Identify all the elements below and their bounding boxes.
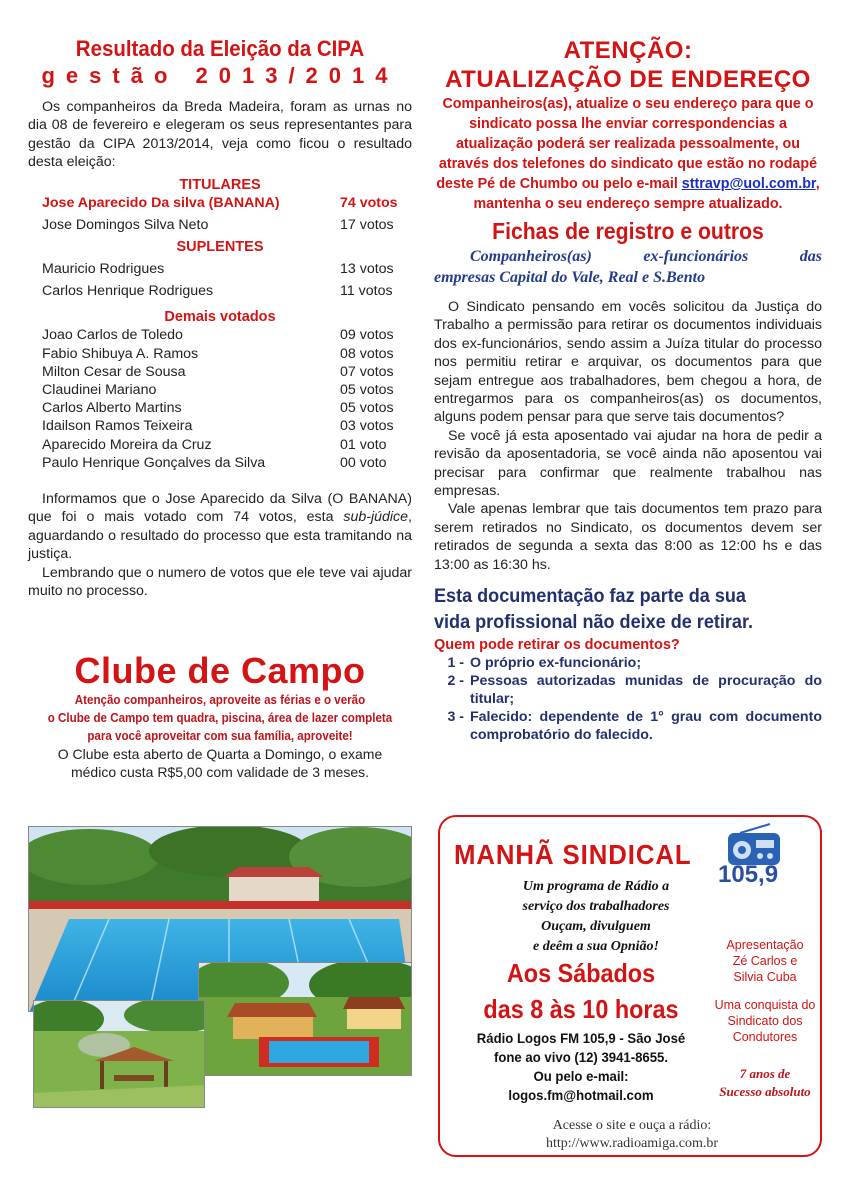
table-row bbox=[28, 260, 412, 278]
radio-frequency: 105,9 bbox=[718, 861, 779, 888]
candidate-votes: 09 votos bbox=[340, 327, 394, 344]
who-can-heading: Quem pode retirar os documentos? bbox=[434, 637, 680, 654]
note-text: , aguardando o resultado do processo que esta tramitando na justiça. bbox=[28, 509, 412, 563]
anniversary-text: 7 anos de bbox=[739, 1066, 791, 1081]
cipa-intro: Os companheiros da Breda Madeira, foram as urnas no dia 08 de fevereiro e elegeram os seus representantes para gestão da CIPA 2013/2014, veja como ficou o resultado desta eleição: bbox=[28, 99, 412, 171]
club-house-photo bbox=[198, 962, 412, 1076]
club-title: Clube de Campo bbox=[74, 649, 366, 691]
fichas-paragraph: O Sindicato pensando em vocês solicitou da Justiça do Trabalho a permissão para retirar os documentos individuais dos ex-funcionários, sendo assim a Juíza titular do processo nos permitiu retirar e arquivar, os documentos para que sejam entregue aos trabalhadores, bem chegou a hora, de entregarmos para os companheiros(as) os documentos, alguns podem pensar para que serve tais documentos? bbox=[434, 299, 822, 426]
table-row bbox=[28, 216, 412, 234]
radio-hours: das 8 às 10 horas bbox=[483, 994, 679, 1024]
side-text: Uma conquista do bbox=[714, 998, 816, 1012]
table-row bbox=[28, 399, 412, 417]
list-item bbox=[434, 672, 822, 708]
list-item bbox=[434, 654, 822, 672]
note-text: Informamos que o Jose Aparecido da Silva (O BANANA) que foi o mais votado com 74 votos, esta bbox=[28, 491, 412, 526]
club-highlight: o Clube de Campo tem quadra, piscina, área de lazer completa bbox=[47, 710, 393, 725]
list-number: 2 - bbox=[447, 673, 464, 690]
radio-site bbox=[450, 1117, 814, 1153]
site-text: Acesse o site e ouça a rádio: bbox=[552, 1118, 712, 1133]
demais-heading: Demais votados bbox=[164, 309, 276, 326]
radio-title: MANHÃ SINDICAL bbox=[454, 839, 692, 870]
radio-info: Rádio Logos FM 105,9 - São José bbox=[476, 1030, 686, 1046]
kiosk-photo bbox=[33, 1000, 205, 1108]
table-row bbox=[28, 282, 412, 300]
side-text: Condutores bbox=[732, 1030, 798, 1044]
candidate-votes: 07 votos bbox=[340, 363, 394, 380]
radio-email: logos.fm@hotmail.com bbox=[508, 1087, 654, 1103]
list-item bbox=[434, 708, 822, 744]
attention-subtitle: ATUALIZAÇÃO DE ENDEREÇO bbox=[445, 66, 811, 93]
fichas-paragraph: Vale apenas lembrar que tais documentos tem prazo para serem retirados no Sindicato, os documentos devem ser retirados de segunda a sexta das 8:00 as 12:00 hs e das 13:00 as 16:30 hs. bbox=[434, 501, 822, 573]
list-number: 1 - bbox=[447, 655, 464, 672]
table-row bbox=[28, 345, 412, 363]
candidate-votes: 08 votos bbox=[340, 345, 394, 362]
club-body: O Clube esta aberto de Quarta a Domingo, o exame bbox=[57, 745, 383, 762]
candidate-votes: 03 votos bbox=[340, 418, 394, 435]
candidate-votes: 05 votos bbox=[340, 400, 394, 417]
right-column bbox=[434, 36, 822, 744]
side-text: Silvia Cuba bbox=[733, 970, 797, 984]
candidate-votes: 11 votos bbox=[340, 283, 393, 300]
attention-text: Companheiros(as), atualize o seu endereço para que o sindicato possa lhe enviar correspondencias a atualização poderá ser realizada pessoalmente, ou através dos telefones do sindicato que estão no rodapé deste Pé de Chumbo ou pelo e-mail bbox=[436, 96, 818, 192]
cipa-subtitle: gestão 2013/2014 bbox=[41, 63, 399, 88]
list-text: Pessoas autorizadas munidas de procuração do titular; bbox=[470, 673, 822, 708]
anniversary-text: Sucesso absoluto bbox=[719, 1084, 811, 1099]
kiosk-graphic bbox=[34, 1001, 205, 1108]
candidate-votes: 01 voto bbox=[340, 436, 387, 453]
club-highlight: para você aproveitar com sua família, aproveite! bbox=[87, 728, 353, 743]
fichas-highlight: vida profissional não deixe de retirar. bbox=[434, 612, 754, 634]
list-number: 3 - bbox=[447, 709, 464, 726]
radio-presenters bbox=[706, 937, 824, 1101]
candidate-name: Claudinei Mariano bbox=[42, 382, 157, 399]
candidate-name: Jose Aparecido Da silva (BANANA) bbox=[42, 194, 280, 211]
candidate-name: Joao Carlos de Toledo bbox=[42, 327, 183, 344]
table-row bbox=[28, 326, 412, 344]
list-text: Falecido: dependente de 1° grau com documento comprobatório do falecido. bbox=[470, 709, 822, 744]
list-text: O próprio ex-funcionário; bbox=[470, 655, 642, 672]
fichas-subtitle: Companheiros(as) ex-funcionários das bbox=[470, 248, 822, 265]
attention-text: , mantenha o seu endereço sempre atualizado. bbox=[473, 176, 820, 212]
tagline-line: Ouçam, divulguem bbox=[541, 919, 651, 934]
candidate-name: Aparecido Moreira da Cruz bbox=[42, 436, 212, 453]
radio-tagline bbox=[480, 877, 712, 957]
cipa-section bbox=[28, 36, 412, 781]
cipa-title: Resultado da Eleição da CIPA bbox=[75, 36, 365, 61]
note-italic: sub-júdice bbox=[343, 509, 409, 526]
table-row bbox=[28, 417, 412, 435]
candidate-votes: 17 votos bbox=[340, 216, 394, 233]
candidate-votes: 74 votos bbox=[340, 194, 398, 211]
radio-ad-box bbox=[438, 815, 822, 1157]
suplentes-heading: SUPLENTES bbox=[176, 239, 264, 256]
tagline-line: Um programa de Rádio a bbox=[522, 879, 670, 894]
fichas-paragraph: Se você já esta aposentado vai ajudar na hora de pedir a revisão da aposentadoria, se você ainda não aposentou vai precisar para confirmar que realmente trabalhou nas empresas. bbox=[434, 427, 822, 500]
candidate-name: Jose Domingos Silva Neto bbox=[42, 216, 209, 233]
table-row bbox=[28, 381, 412, 399]
side-text: Sindicato dos bbox=[727, 1014, 803, 1028]
titulares-heading: TITULARES bbox=[179, 176, 261, 193]
candidate-name: Carlos Henrique Rodrigues bbox=[42, 283, 214, 300]
attention-body bbox=[434, 94, 822, 214]
candidate-name: Idailson Ramos Teixeira bbox=[42, 418, 193, 435]
radio-info: Ou pelo e-mail: bbox=[533, 1068, 629, 1084]
club-body: médico custa R$5,00 com validade de 3 meses. bbox=[70, 763, 370, 780]
club-highlight: Atenção companheiros, aproveite as férias e o verão bbox=[74, 692, 366, 707]
side-text: Apresentação bbox=[726, 938, 804, 952]
candidate-name: Fabio Shibuya A. Ramos bbox=[42, 345, 199, 362]
side-text: Zé Carlos e bbox=[732, 954, 798, 968]
site-url[interactable]: http://www.radioamiga.com.br bbox=[545, 1136, 719, 1151]
table-row bbox=[28, 436, 412, 454]
candidate-name: Mauricio Rodrigues bbox=[42, 261, 165, 278]
tagline-line: serviço dos trabalhadores bbox=[522, 899, 670, 914]
candidate-votes: 13 votos bbox=[340, 261, 394, 278]
radio-days: Aos Sábados bbox=[506, 958, 656, 988]
candidate-votes: 05 votos bbox=[340, 382, 394, 399]
table-row bbox=[28, 194, 412, 212]
tagline-line: e deêm a sua Opnião! bbox=[533, 939, 659, 954]
cipa-note-2: Lembrando que o numero de votos que ele teve vai ajudar muito no processo. bbox=[28, 564, 412, 600]
club-house-graphic bbox=[199, 963, 412, 1076]
candidate-name: Paulo Henrique Gonçalves da Silva bbox=[42, 454, 266, 471]
table-row bbox=[28, 363, 412, 381]
candidate-votes: 00 voto bbox=[340, 454, 387, 471]
attention-title: ATENÇÃO: bbox=[563, 37, 693, 64]
table-row bbox=[28, 454, 412, 472]
candidate-name: Milton Cesar de Sousa bbox=[42, 363, 186, 380]
fichas-title: Fichas de registro e outros bbox=[492, 218, 764, 244]
fichas-highlight: Esta documentação faz parte da sua bbox=[434, 586, 746, 608]
candidate-name: Carlos Alberto Martins bbox=[42, 400, 182, 417]
fichas-subtitle: empresas Capital do Vale, Real e S.Bento bbox=[434, 269, 706, 286]
radio-schedule bbox=[450, 957, 712, 1105]
email-link[interactable]: sttravp@uol.com.br bbox=[681, 176, 816, 192]
cipa-note bbox=[28, 490, 412, 564]
radio-info: fone ao vivo (12) 3941-8655. bbox=[493, 1049, 669, 1065]
